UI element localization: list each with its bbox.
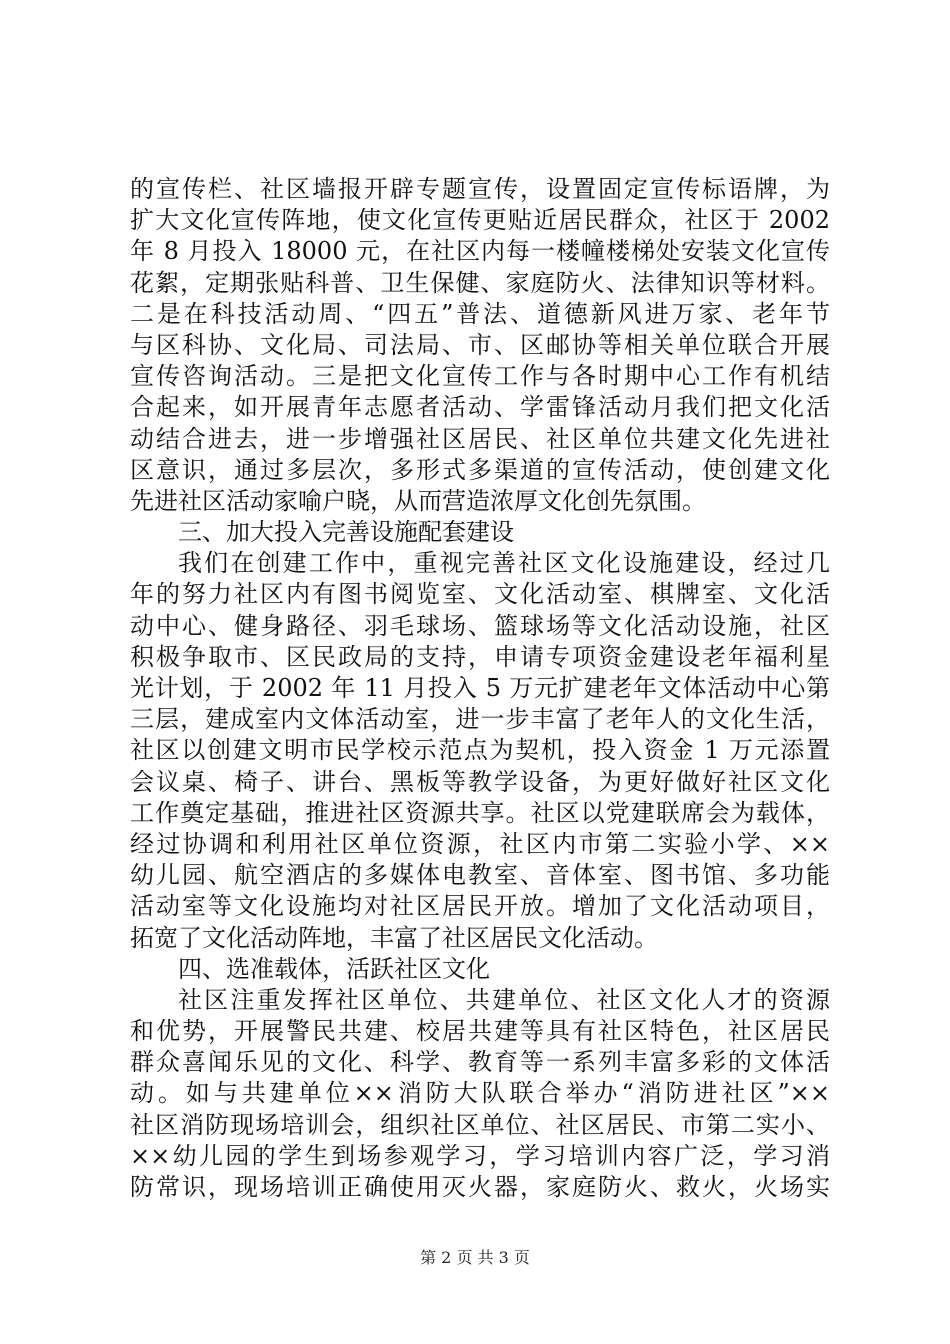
text-line: 社区以创建文明市民学校示范点为契机，投入资金 1 万元添置 xyxy=(130,736,830,765)
text-line: 动中心、健身路径、羽毛球场、篮球场等文化活动设施，社区 xyxy=(130,611,830,640)
text-line: 防常识，现场培训正确使用灭火器，家庭防火、救火，火场实 xyxy=(130,1173,830,1201)
text-line: 的宣传栏、社区墙报开辟专题宣传，设置固定宣传标语牌，为 xyxy=(130,175,830,203)
text-line: 活动室等文化设施均对社区居民开放。增加了文化活动项目， xyxy=(130,892,830,921)
text-line: 花絮，定期张贴科普、卫生保健、家庭防火、法律知识等材料。 xyxy=(130,268,830,297)
text-line: 与区科协、文化局、司法局、市、区邮协等相关单位联合开展 xyxy=(130,330,830,359)
text-line: 经过协调和利用社区单位资源，社区内市第二实验小学、×× xyxy=(130,829,830,858)
text-line: 二是在科技活动周、“四五”普法、道德新风进万家、老年节 xyxy=(130,299,830,328)
page-footer: 第 2 页 共 3 页 xyxy=(420,1248,530,1267)
text-line: 先进社区活动家喻户晓，从而营造浓厚文化创先氛围。 xyxy=(130,486,706,515)
text-line: ××幼儿园的学生到场参观学习，学习培训内容广泛，学习消 xyxy=(130,1141,830,1170)
text-line: 宣传咨询活动。三是把文化宣传工作与各时期中心工作有机结 xyxy=(130,362,830,391)
text-line: 光计划，于 2002 年 11 月投入 5 万元扩建老年文体活动中心第 xyxy=(130,674,830,702)
text-line: 幼儿园、航空酒店的多媒体电教室、音体室、图书馆、多功能 xyxy=(130,861,830,890)
text-line: 我们在创建工作中，重视完善社区文化设施建设，经过几 xyxy=(178,549,830,578)
text-line: 扩大文化宣传阵地，使文化宣传更贴近居民群众，社区于 2002 xyxy=(130,206,830,235)
text-line: 社区消防现场培训会，组织社区单位、社区居民、市第二实小、 xyxy=(130,1110,830,1139)
text-line: 群众喜闻乐见的文化、科学、教育等一系列丰富多彩的文体活 xyxy=(130,1048,830,1077)
text-line: 年的努力社区内有图书阅览室、文化活动室、棋牌室、文化活 xyxy=(130,580,830,609)
text-line: 合起来，如开展青年志愿者活动、学雷锋活动月我们把文化活 xyxy=(130,393,830,422)
text-line: 和优势，开展警民共建、校居共建等具有社区特色，社区居民 xyxy=(130,1017,830,1046)
text-line: 积极争取市、区民政局的支持，申请专项资金建设老年福利星 xyxy=(130,642,830,671)
text-line: 拓宽了文化活动阵地，丰富了社区居民文化活动。 xyxy=(130,923,658,952)
text-line: 工作奠定基础，推进社区资源共享。社区以党建联席会为载体， xyxy=(130,798,830,827)
text-line: 动结合进去，进一步增强社区居民、社区单位共建文化先进社 xyxy=(130,424,830,453)
text-line: 年 8 月投入 18000 元，在社区内每一楼幢楼梯处安装文化宣传 xyxy=(130,237,830,266)
text-line: 三层，建成室内文体活动室，进一步丰富了老年人的文化生活， xyxy=(130,705,830,734)
text-line: 区意识，通过多层次，多形式多渠道的宣传活动，使创建文化 xyxy=(130,455,830,484)
text-line: 社区注重发挥社区单位、共建单位、社区文化人才的资源 xyxy=(178,985,830,1014)
body-text xyxy=(130,174,830,1203)
text-line: 动。如与共建单位××消防大队联合举办“消防进社区”×× xyxy=(130,1079,830,1108)
section-heading: 三、加大投入完善设施配套建设 xyxy=(178,518,514,547)
section-heading: 四、选准载体，活跃社区文化 xyxy=(178,954,490,983)
text-line: 会议桌、椅子、讲台、黑板等教学设备，为更好做好社区文化 xyxy=(130,767,830,796)
